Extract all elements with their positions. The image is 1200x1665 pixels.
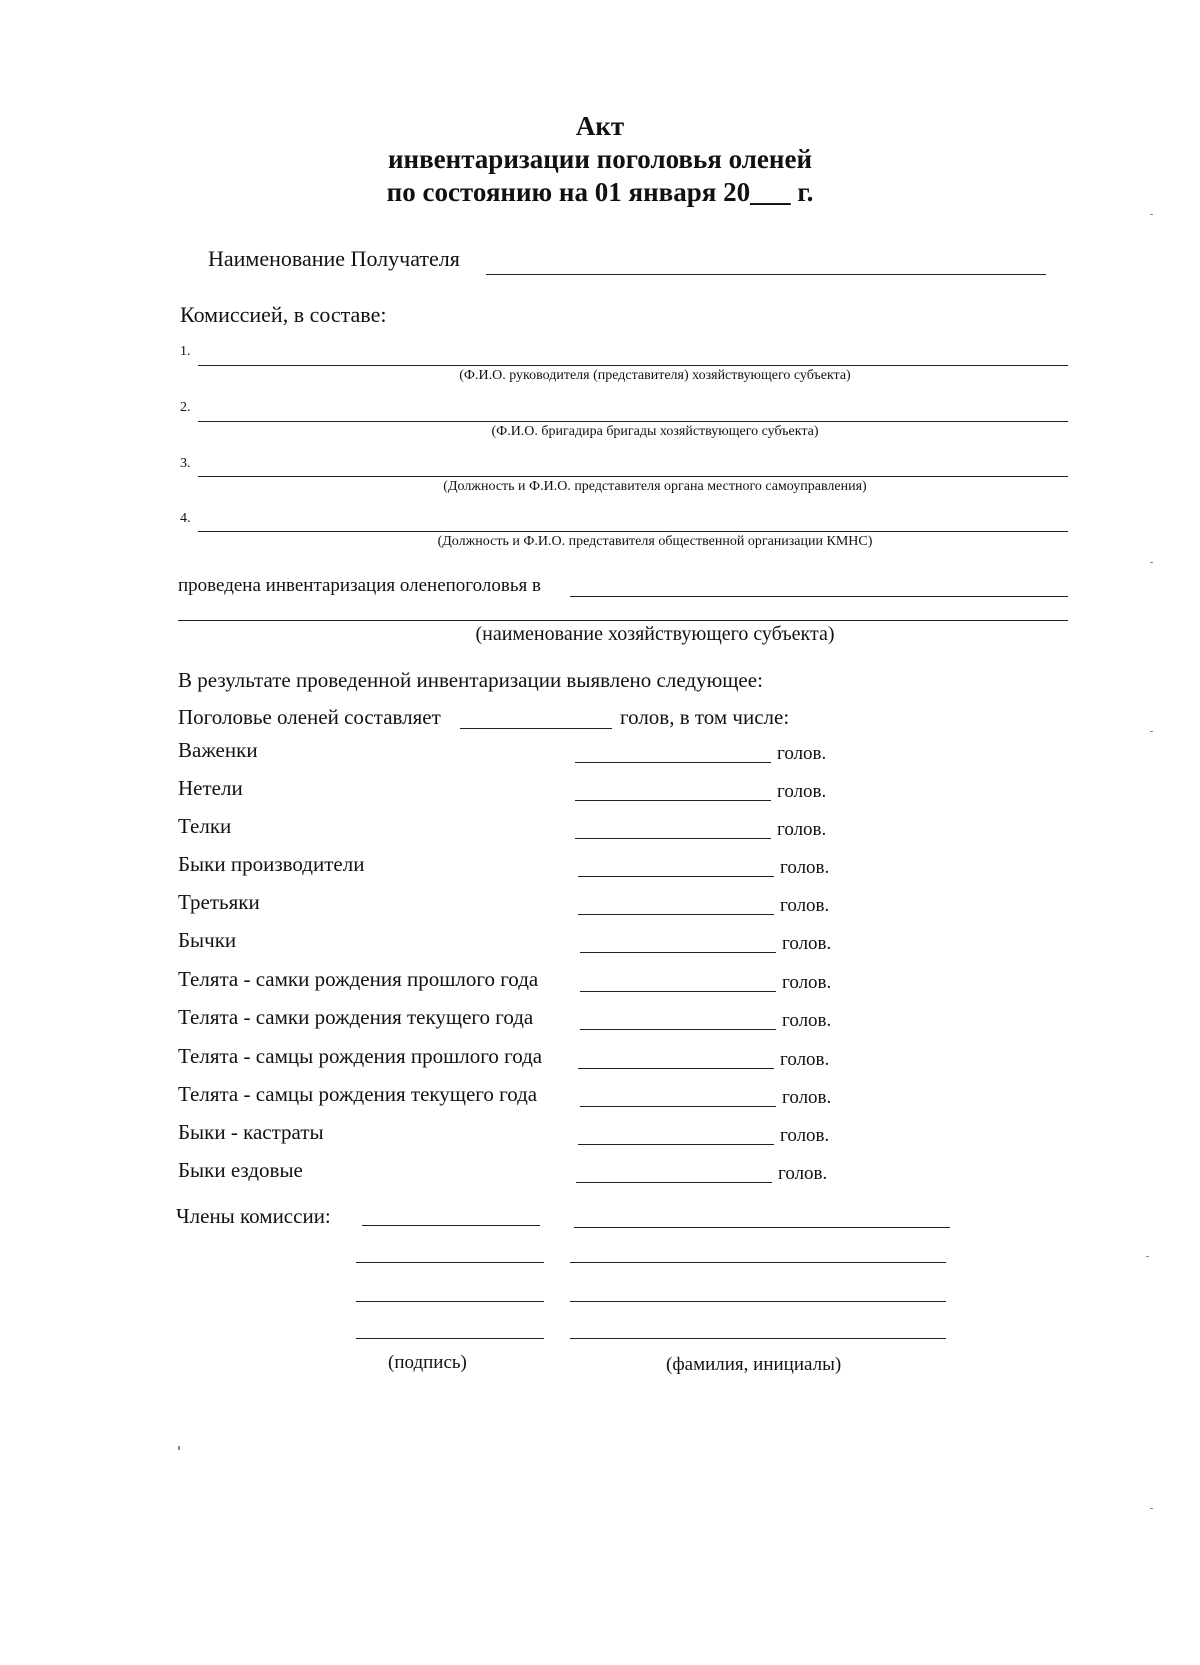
member-4-field[interactable] [198,531,1068,532]
category-count-field[interactable] [578,1144,774,1145]
member-3-caption: (Должность и Ф.И.О. представителя органа местного самоуправления) [443,479,867,494]
unit-label: голов. [777,819,827,840]
category-count-field[interactable] [578,876,774,877]
commission-label: Комиссией, в составе: [180,302,387,327]
category-label: Третьяки [178,890,260,914]
category-label: Нетели [178,776,243,800]
unit-label: голов. [780,895,830,916]
total-suffix: голов, в том числе: [620,705,790,729]
member-number: 1. [180,344,191,359]
unit-label: голов. [782,1087,832,1108]
member-1-caption: (Ф.И.О. руководителя (представителя) хозяйствующего субъекта) [459,368,851,383]
inventory-label: проведена инвентаризация оленепоголовья в [178,575,541,596]
category-label: Быки ездовые [178,1158,303,1182]
category-label: Телята - самки рождения текущего года [178,1005,534,1029]
member-2-field[interactable] [198,421,1068,422]
signature-field-4[interactable] [356,1338,544,1339]
total-count-field[interactable] [460,728,612,729]
unit-label: голов. [777,781,827,802]
category-label: Телята - самцы рождения прошлого года [178,1044,543,1068]
category-count-field[interactable] [575,838,771,839]
document-date-line: по состоянию на 01 января 20___ г. [386,177,814,207]
member-number: 2. [180,400,191,415]
member-3-field[interactable] [198,476,1068,477]
name-caption: (фамилия, инициалы) [666,1354,842,1375]
name-field-4[interactable] [570,1338,946,1339]
category-count-field[interactable] [575,762,771,763]
category-label: Бычки [178,928,237,952]
document-title: Акт [575,111,625,141]
member-number: 4. [180,511,191,526]
member-2-caption: (Ф.И.О. бригадира бригады хозяйствующего субъекта) [491,424,819,439]
result-text: В результате проведенной инвентаризации выявлено следующее: [178,668,763,692]
unit-label: голов. [777,743,827,764]
category-count-field[interactable] [580,991,776,992]
document-subtitle: инвентаризации поголовья оленей [387,144,813,174]
name-field-1[interactable] [574,1227,950,1228]
category-label: Телки [178,814,232,838]
recipient-label: Наименование Получателя [208,246,460,271]
name-field-3[interactable] [570,1301,946,1302]
category-count-field[interactable] [580,1029,776,1030]
signature-field-3[interactable] [356,1301,544,1302]
category-label: Важенки [178,738,258,762]
inventory-entity-field[interactable] [570,596,1068,597]
name-field-2[interactable] [570,1262,946,1263]
category-label: Телята - самки рождения прошлого года [178,967,539,991]
category-count-field[interactable] [575,800,771,801]
recipient-field[interactable] [486,274,1046,275]
unit-label: голов. [782,933,832,954]
unit-label: голов. [778,1163,828,1184]
unit-label: голов. [782,972,832,993]
unit-label: голов. [780,857,830,878]
signature-field-2[interactable] [356,1262,544,1263]
category-count-field[interactable] [580,1106,776,1107]
unit-label: голов. [780,1125,830,1146]
category-label: Быки - кастраты [178,1120,324,1144]
total-label: Поголовье оленей составляет [178,705,441,729]
category-count-field[interactable] [576,1182,772,1183]
unit-label: голов. [782,1010,832,1031]
signature-caption: (подпись) [388,1352,467,1373]
member-4-caption: (Должность и Ф.И.О. представителя общественной организации КМНС) [437,534,873,549]
entity-caption: (наименование хозяйствующего субъекта) [475,623,835,645]
member-number: 3. [180,456,191,471]
signature-field-1[interactable] [362,1225,540,1226]
category-count-field[interactable] [580,952,776,953]
category-label: Быки производители [178,852,365,876]
category-count-field[interactable] [578,1068,774,1069]
unit-label: голов. [780,1049,830,1070]
inventory-entity-field-continued[interactable] [178,620,1068,621]
signers-label: Члены комиссии: [176,1204,331,1228]
category-label: Телята - самцы рождения текущего года [178,1082,538,1106]
member-1-field[interactable] [198,365,1068,366]
category-count-field[interactable] [578,914,774,915]
